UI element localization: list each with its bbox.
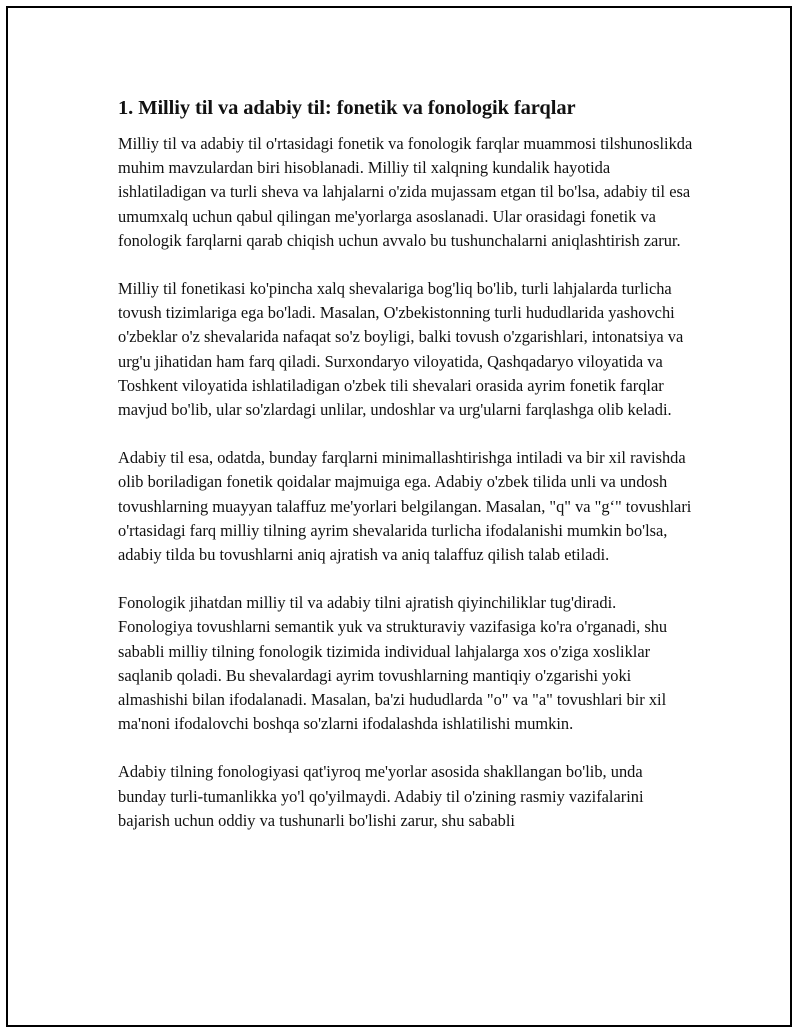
section-heading: 1. Milliy til va adabiy til: fonetik va fonologik farqlar: [118, 97, 576, 119]
paragraph-3: Adabiy til esa, odatda, bunday farqlarni minimallashtirishga intiladi va bir xil ravishda olib boriladigan fonetik qoidalar majmuiga ega. Adabiy o'zbek tilida unli va undosh tovushlarning muayyan talaffuz me'yorlari belgilangan. Masalan, "q" va "g‘" tovushlari o'rtasidagi farq milliy tilning ayrim shevalarida turlicha ifodalanishi mumkin bo'lsa, adabiy tilda bu tovushlarni aniq ajratish va aniq talaffuz qilish talab etiladi.: [118, 448, 692, 565]
document-body: [118, 94, 693, 833]
paragraph-2: Milliy til fonetikasi ko'pincha xalq shevalariga bog'liq bo'lib, turli lahjalarda turlicha tovush tizimlariga ega bo'ladi. Masalan, O'zbekistonning turli hududlarida yashovchi o'zbeklar o'z shevalarida nafaqat so'z boyligi, balki tovush o'zgarishlari, intonatsiya va urg'u jihatidan ham farq qiladi. Surxondaryo viloyatida, Qashqadaryo viloyatida va Toshkent viloyatida ishlatiladigan o'zbek tili shevalari orasida ayrim fonetik farqlar mavjud bo'lib, ular so'zlardagi unlilar, undoshlar va urg'ularni farqlashga olib keladi.: [118, 279, 684, 420]
paragraph-4: Fonologik jihatdan milliy til va adabiy tilni ajratish qiyinchiliklar tug'diradi. Fonologiya tovushlarni semantik yuk va strukturaviy vazifasiga ko'ra o'rganadi, shu sababli milliy tilning fonologik tizimida individual lahjalarga xos o'ziga xosliklar saqlanib qoladi. Bu shevalardagi ayrim tovushlarning mantiqiy o'zgarishi yoki almashishi bilan ifodalanadi. Masalan, ba'zi hududlarda "o" va "a" tovushlari bir xil ma'noni ifodalovchi boshqa so'zlarni ifodalashda ishlatilishi mumkin.: [118, 593, 668, 734]
paragraph-1: Milliy til va adabiy til o'rtasidagi fonetik va fonologik farqlar muammosi tilshunoslikda muhim mavzulardan biri hisoblanadi. Milliy til xalqning kundalik hayotida ishlatiladigan va turli sheva va lahjalarni o'zida mujassam etgan til bo'lsa, adabiy til esa umumxalq uchun qabul qilingan me'yorlarga asoslanadi. Ular orasidagi fonetik va fonologik farqlarni qarab chiqish uchun avvalo bu tushunchalarni aniqlashtirish zarur.: [118, 134, 693, 250]
paragraph-5: Adabiy tilning fonologiyasi qat'iyroq me'yorlar asosida shakllangan bo'lib, unda bunday turli-tumanlikka yo'l qo'yilmaydi. Adabiy til o'zining rasmiy vazifalarini bajarish uchun oddiy va tushunarli bo'lishi zarur, shu sababli: [118, 762, 644, 830]
